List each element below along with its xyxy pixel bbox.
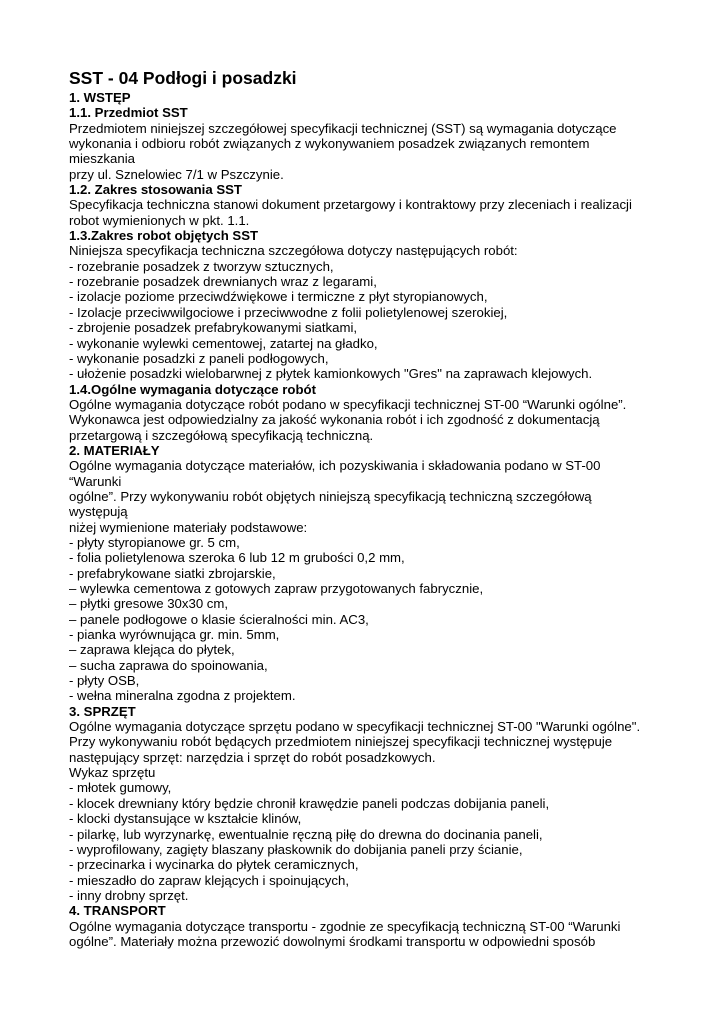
document-page	[69, 68, 669, 949]
section-heading: 3. SPRZĘT	[69, 703, 136, 719]
section-heading: 2. MATERIAŁY	[69, 442, 160, 458]
text-line: - inny drobny sprzęt.	[69, 887, 189, 903]
text-line: - wyprofilowany, zagięty blaszany płaskownik do dobijania paneli przy ścianie,	[69, 841, 523, 857]
text-line: Ogólne wymagania dotyczące robót podano w specyfikacji technicznej ST-00 “Warunki ogólne”.	[69, 396, 627, 412]
section-heading: 1.1. Przedmiot SST	[69, 105, 188, 121]
text-line: przetargową i szczegółową specyfikacją techniczną.	[69, 427, 374, 443]
text-line: - folia polietylenowa szeroka 6 lub 12 m grubości 0,2 mm,	[69, 550, 405, 566]
text-line: - rozebranie posadzek z tworzyw sztucznych,	[69, 258, 334, 274]
section-heading: 4. TRANSPORT	[69, 903, 166, 919]
text-line: - wykonanie posadzki z paneli podłogowych,	[69, 350, 329, 366]
text-line: – zaprawa klejąca do płytek,	[69, 642, 235, 658]
text-line: przy ul. Sznelowiec 7/1 w Pszczynie.	[69, 166, 284, 182]
text-line: - ułożenie posadzki wielobarwnej z płytek kamionkowych "Gres" na zaprawach klejowych.	[69, 366, 593, 382]
text-line: Specyfikacja techniczna stanowi dokument przetargowy i kontraktowy przy zleceniach i realizacji	[69, 197, 632, 213]
text-line: - pilarkę, lub wyrzynarkę, ewentualnie ręczną piłę do drewna do docinania paneli,	[69, 826, 543, 842]
text-line: - mieszadło do zapraw klejących i spoinujących,	[69, 872, 349, 888]
text-line: - płyty OSB,	[69, 673, 140, 689]
text-line: Wykonawca jest odpowiedzialny za jakość wykonania robót i ich zgodność z dokumentacją	[69, 412, 600, 428]
text-line: – sucha zaprawa do spoinowania,	[69, 657, 268, 673]
text-line: - klocki dystansujące w kształcie klinów,	[69, 811, 302, 827]
text-line: - pianka wyrównująca gr. min. 5mm,	[69, 627, 280, 643]
text-line: – wylewka cementowa z gotowych zapraw przygotowanych fabrycznie,	[69, 581, 484, 596]
text-line: - płyty styropianowe gr. 5 cm,	[69, 534, 240, 550]
text-line: Przy wykonywaniu robót będących przedmiotem niniejszej specyfikacji technicznej występuje	[69, 734, 613, 750]
text-line: - wykonanie wylewki cementowej, zatartej na gładko,	[69, 335, 378, 351]
text-line: ogólne”. Przy wykonywaniu robót objętych niniejszą specyfikacją techniczną szczegółową	[69, 488, 592, 504]
text-line: - młotek gumowy,	[69, 780, 172, 796]
text-line: “Warunki	[69, 473, 122, 489]
section-heading: 1.4.Ogólne wymagania dotyczące robót	[69, 381, 316, 397]
text-line: – płytki gresowe 30x30 cm,	[69, 596, 229, 612]
text-line: - prefabrykowane siatki zbrojarskie,	[69, 565, 276, 581]
document-title: SST - 04 Podłogi i posadzki	[69, 68, 297, 88]
text-line: Przedmiotem niniejszej szczegółowej specyfikacji technicznej (SST) są wymagania dotyczące	[69, 120, 617, 136]
section-heading: 1.2. Zakres stosowania SST	[69, 182, 242, 198]
text-line: - klocek drewniany który będzie chronił krawędzie paneli podczas dobijania paneli,	[69, 795, 550, 811]
text-line: robot wymienionych w pkt. 1.1.	[69, 212, 250, 228]
text-line: - zbrojenie posadzek prefabrykowanymi siatkami,	[69, 320, 358, 336]
text-line: - izolacje poziome przeciwdźwiękowe i termiczne z płyt styropianowych,	[69, 289, 488, 305]
document-body	[69, 90, 669, 949]
text-line: Wykaz sprzętu	[69, 765, 156, 781]
text-line: - przecinarka i wycinarka do płytek ceramicznych,	[69, 857, 359, 873]
text-line: - Izolacje przeciwwilgociowe i przeciwwodne z folii polietylenowej szerokiej,	[69, 304, 508, 320]
text-line: ogólne”. Materiały można przewozić dowolnymi środkami transportu w odpowiedni sposób	[69, 933, 596, 949]
text-line: Ogólne wymagania dotyczące sprzętu podano w specyfikacji technicznej ST-00 "Warunki ogólne".	[69, 719, 641, 735]
text-line: następujący sprzęt: narzędzia i sprzęt do robót posadzkowych.	[69, 749, 436, 765]
text-line: - rozebranie posadzek drewnianych wraz z legarami,	[69, 274, 377, 290]
section-heading: 1. WSTĘP	[69, 90, 131, 105]
text-line: Ogólne wymagania dotyczące transportu - zgodnie ze specyfikacją techniczną ST-00 “Warunki	[69, 918, 621, 934]
text-line: Ogólne wymagania dotyczące materiałów, ich pozyskiwania i składowania podano w ST-00	[69, 458, 601, 474]
text-line: występują	[69, 504, 128, 520]
section-heading: 1.3.Zakres robot objętych SST	[69, 228, 259, 244]
text-line: wykonania i odbioru robót związanych z wykonywaniem posadzek związanych remontem	[69, 136, 590, 152]
text-line: mieszkania	[69, 151, 135, 167]
text-line: – panele podłogowe o klasie ścieralności min. AC3,	[69, 611, 369, 627]
text-line: - wełna mineralna zgodna z projektem.	[69, 688, 296, 704]
text-line: niżej wymienione materiały podstawowe:	[69, 519, 308, 535]
text-line: Niniejsza specyfikacja techniczna szczegółowa dotyczy następujących robót:	[69, 243, 518, 259]
